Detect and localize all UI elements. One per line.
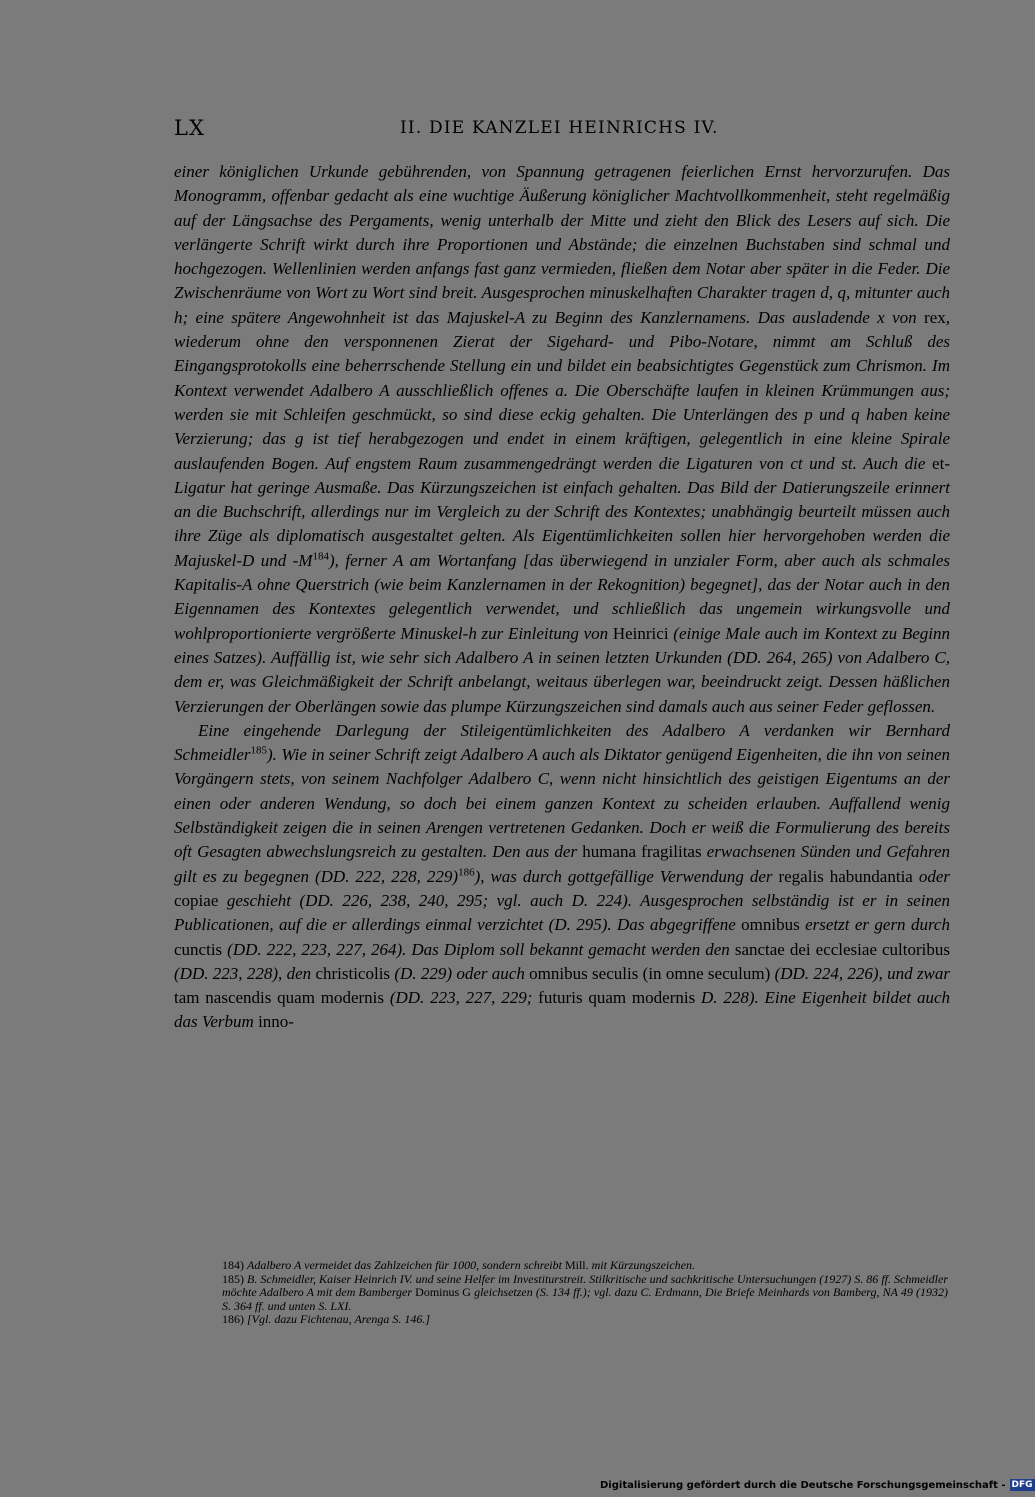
latin-quotation: sanctae dei ecclesiae cultoribus (734, 939, 950, 959)
latin-quotation: omnibus (741, 915, 800, 935)
footnotes (222, 1259, 948, 1327)
text-run: ), was durch gottgefällige Verwendung der (474, 866, 779, 886)
footnote-number: 184) (222, 1258, 247, 1272)
latin-quotation: tam nascendis quam modernis (174, 988, 385, 1008)
text-run: Eine eingehende Darlegung der Stileigentümlichkeiten des Adalbero A verdanken wir Bernhard Schmeidler (174, 720, 950, 765)
text-run: einer königlichen Urkunde gebührenden, von Spannung getragenen feierlichen Ernst hervorzurufen. Das Monogramm, offenbar gedacht als eine wuchtige Äußerung königlicher Machtvollkommenheit, steht regelmäßig auf der Längsachse des Pergaments, wenig unterhalb der Mitte und zieht den Blick des Lesers auf sich. Die verlängerte Schrift wirkt durch ihre Proportionen und Abstände; die einzelnen Buchstaben sind schmal und hochgezogen. Wellenlinien werden anfangs fast ganz vermieden, fließen dem Notar aber später in die Feder. Die Zwischenräume von Wort zu Wort sind breit. Ausgesprochen minuskelhaften Charakter tragen d, q, mitunter auch h; eine spätere Angewohnheit ist das Majuskel-A zu Beginn des Kanzlernamens. Das ausladende x von (174, 162, 950, 327)
dfg-logo: DFG (1011, 1480, 1033, 1490)
latin-quotation: inno- (258, 1012, 294, 1032)
text-run: gleichsetzen (S. 134 ff.); vgl. dazu C. Erdmann, Die Briefe Meinhards von Bamberg, NA 49 (1932) S. 364 ff. und unten S. LXI. (222, 1285, 948, 1313)
latin-quotation: Mill. (564, 1258, 589, 1272)
text-run: oder (912, 866, 950, 886)
text-run: D. 228). Eine Eigenheit bildet auch das Verbum (174, 988, 951, 1032)
footnote (222, 1313, 948, 1327)
latin-quotation: et (932, 453, 945, 473)
latin-quotation: omnibus seculis (529, 963, 639, 983)
paragraph (174, 719, 950, 1035)
latin-quotation: regalis habundantia (778, 866, 913, 886)
latin-quotation: Dominus G (415, 1285, 471, 1299)
latin-quotation: cunctis (174, 939, 223, 959)
latin-quotation: Heinrici (612, 623, 669, 643)
text-run: [Vgl. dazu Fichtenau, Arenga S. 146.] (247, 1312, 430, 1326)
text-run: geschieht (DD. 226, 238, 240, 295; vgl. auch D. 224). Ausgesprochen selbständig ist er in seinen Publicationen, auf die er allerdings einmal verzichtet (D. 295). Das abgegriffene (174, 890, 950, 935)
page-header (174, 116, 950, 146)
footnote (222, 1259, 948, 1273)
text-run: (DD. 223, 227, 229; (384, 988, 539, 1008)
paragraph (174, 160, 950, 719)
footnote-ref: 186 (458, 865, 475, 878)
latin-quotation: copiae (174, 890, 219, 910)
text-run: ). Wie in seiner Schrift zeigt Adalbero A auch als Diktator genügend Eigenheiten, die ihn von seinen Vorgängern stets, von seinem Nachfolger Adalbero C, wenn nicht hinsichtlich des geistigen Eigentums an der einen oder anderen Wendung, so doch bei einem ganzen Kontext zu scheiden erlauben. Auffallend wenig Selbständigkeit zeigen die in seinen Arengen vertretenen Gedanken. Doch er weiß die Formulierung des bereits oft Gesagten abwechslungsreich zu gestalten. Den aus der (174, 745, 950, 862)
footnote-ref: 184 (312, 550, 329, 563)
text-run: ersetzt er gern durch (799, 915, 950, 935)
text-run: , wiederum ohne den versponnenen Zierat der Sigehard- und Pibo-Notare, nimmt am Schluß des Eingangsprotokolls eine beherrschende Stellung ein und bildet ein beabsichtigtes Gegenstück zum Chrismon. Im Kontext verwendet Adalbero A ausschließlich offenes a. Die Oberschäfte laufen in kleinen Krümmungen aus; werden sie mit Schleifen geschmückt, so sind diese eckig gehalten. Die Unterlängen des p und q haben keine Verzierung; das g ist tief herabgezogen und endet in einem kräftigen, gelegentlich in eine kleine Spirale auslaufenden Bogen. Auf engstem Raum zusammengedrängt werden die Ligaturen von ct und st. Auch die (174, 307, 950, 473)
text-run: (DD. 222, 223, 227, 264). Das Diplom soll bekannt gemacht werden den (222, 939, 735, 959)
text-run: B. Schmeidler, Kaiser Heinrich IV. und seine Helfer im Investiturstreit. Stilkritische und sachkritische Untersuchungen (1927) S. 86 ff. Schmeidler möchte Adalbero A mit dem Bamberger (222, 1271, 949, 1299)
text-run: erwachsenen Sünden und Gefahren gilt es zu begegnen (DD. 222, 228, 229) (174, 842, 950, 886)
digitization-credit (600, 1478, 1035, 1492)
text-run: mit Kürzungszeichen. (588, 1258, 695, 1272)
footnote-number: 185) (222, 1271, 248, 1286)
latin-quotation: (in omne seculum) (642, 963, 771, 983)
footnote-ref: 185 (250, 744, 267, 757)
text-run: (DD. 223, 228), den (174, 963, 316, 983)
footnote (222, 1273, 948, 1314)
text-run: (D. 229) oder auch (390, 963, 530, 983)
text-run: -Ligatur hat geringe Ausmaße. Das Kürzungszeichen ist einfach gehalten. Das Bild der Datierungszeile erinnert an die Buchschrift, allerdings nur im Vergleich zu der Schrift des Kontextes; unabhängig beurteilt müssen auch ihre Züge als diplomatisch ausgestaltet gelten. Als Eigentümlichkeiten sollen hier hervorgehoben werden die Majuskel-D und -M (174, 453, 950, 570)
footnote-number: 186) (222, 1312, 247, 1326)
main-text (174, 160, 950, 1035)
text-run: ), ferner A am Wortanfang [das überwiegend in unzialer Form, aber auch als schmales Kapitalis-A ohne Querstrich (wie beim Kanzlernamen in der Rekognition) begegnet], das der Notar auch in den Eigennamen des Kontextes gelegentlich verwendet, und schließlich das ungemein wirkungsvolle und wohlproportionierte vergrößerte Minuskel-h zur Einleitung von (174, 550, 950, 643)
text-run: (DD. 224, 226), und zwar (770, 963, 951, 983)
text-run: (einige Male auch im Kontext zu Beginn eines Satzes). Auffällig ist, wie sehr sich Adalbero A in seinen letzten Urkunden (DD. 264, 265) von Adalbero C, dem er, was Gleichmäßigkeit der Schrift anbelangt, weitaus überlegen war, beeindruckt zeigt. Dessen häßlichen Verzierungen der Oberlängen sowie das plumpe Kürzungszeichen sind damals auch aus seiner Feder geflossen. (174, 623, 950, 716)
latin-quotation: rex (924, 307, 946, 327)
running-title: II. DIE KANZLEI HEINRICHS IV. (400, 118, 719, 138)
latin-quotation: humana fragilitas (582, 842, 702, 862)
page-number: LX (174, 116, 205, 140)
latin-quotation: christicolis (315, 963, 391, 983)
credit-text: Digitalisierung gefördert durch die Deutsche Forschungsgemeinschaft - (600, 1479, 1006, 1491)
text-run: Adalbero A vermeidet das Zahlzeichen für 1000, sondern schreibt (247, 1258, 565, 1272)
latin-quotation: futuris quam modernis (538, 988, 696, 1008)
